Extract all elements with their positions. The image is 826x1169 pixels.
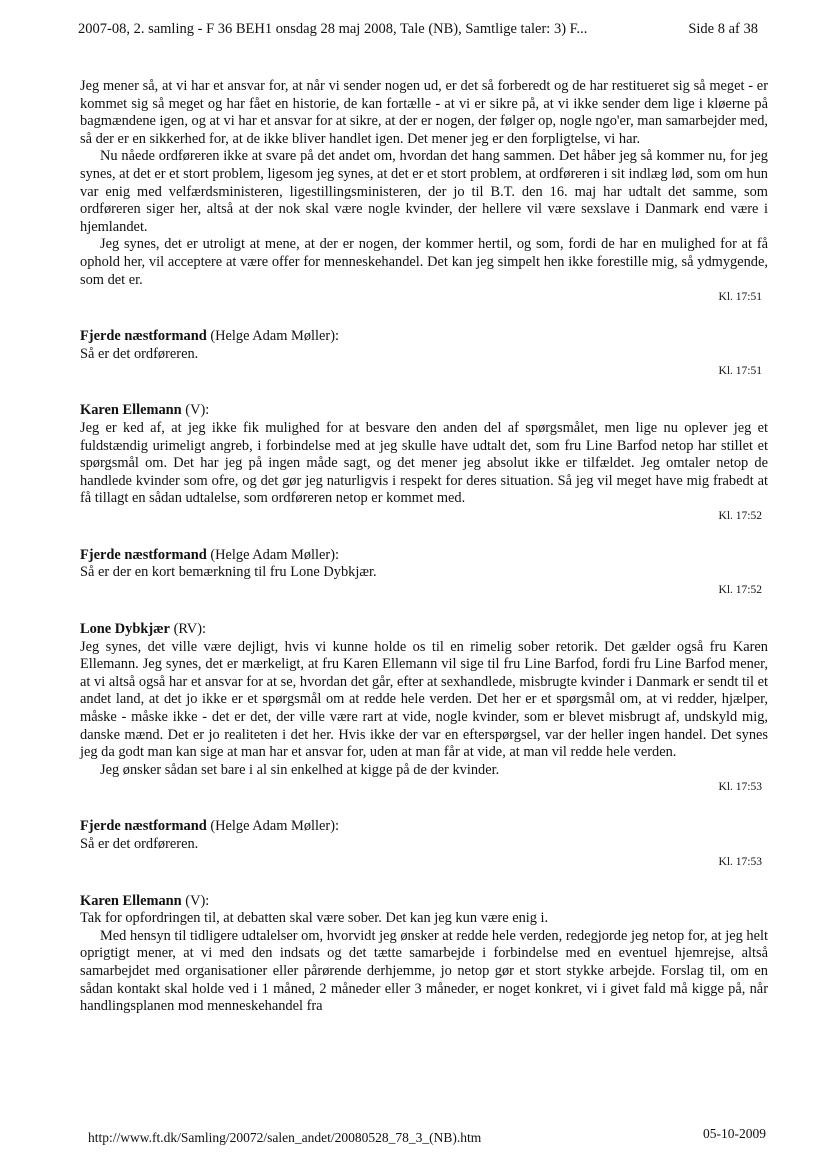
speaker-party: (V): [185,892,210,909]
speech-paragraph: Jeg synes, det ville være dejligt, hvis vi kunne holde os til en rimelig sober retorik. Det gælder også fru Karen Ellemann. Jeg synes, det er mærkeligt, at fru Karen Ellemann vil sige til fru Line Barfod, fordi fru Line Barfod mener, at vi altså også har et ansvar for at se, hvordan det går, efter at sexhandlede, misbrugte kvinder i Danmark er sendt til et andet land, at det jo ikke er et spørgsmål om at redde hele verden. Det her er et spørgsmål om, at vi redder, hjælper, måske - måske ikke - det er det, der ville være rart at vide, nogle kvinder, som er blevet misbrugt af, undskyld mig, danske mænd. Det er jo realiteten i det her. Hvis ikke der var en efterspørgsel, var der heller ingen handel. Det synes jeg da godt man kan sige at man har et ansvar for, uden at man får at vide, at man vil redde hele verden. [80,638,768,761]
page-number: Side 8 af 38 [688,21,758,37]
timestamp: Kl. 17:52 [718,584,762,597]
page-footer [88,1126,766,1146]
speech-block [80,893,768,1016]
speaker-name: Fjerde næstformand [80,328,207,345]
print-date: 05-10-2009 [703,1126,766,1141]
timestamp: Kl. 17:51 [718,365,762,378]
timestamp: Kl. 17:52 [718,509,762,522]
page-header [78,20,758,38]
speech-paragraph: Jeg mener så, at vi har et ansvar for, at når vi sender nogen ud, er det så forberedt og de har restitueret sig så meget - er kommet sig så meget og har fået en historie, de kan fortælle - at vi er sikre på, at vi ikke sender dem lige i kløerne på bagmændene igen, og at vi har et ansvar for at sikre, at der er nogen, der følger op, nogle ngo'er, man samarbejder med, så der er en sikkerhed for, at de ikke bliver handlet igen. Det mener jeg er den forpligtelse, vi har. [80,78,768,147]
speaker-line [80,818,768,836]
speech-paragraph: Så er det ordføreren. [80,345,199,362]
speech-continuation [80,78,768,304]
speaker-name: Karen Ellemann [80,402,182,419]
speech-block [80,621,768,794]
speech-block [80,818,768,868]
speech-paragraph: Nu nåede ordføreren ikke at svare på det andet om, hvordan det hang sammen. Det håber jeg så kommer nu, for jeg synes, at det er et stort problem, ligesom jeg synes, at det er et stort problem, at ordføreren i sit indlæg lød, som om hun var enig med velfærdsministeren, ligestillingsministeren, der jo til B.T. den 16. maj har udtalt det samme, som ordføreren siger her, altså at der nok skal være nogle kvinder, der hellere vil være sexslave i Danmark end være i hjemlandet. [80,148,768,235]
speech-block [80,328,768,378]
speech-paragraph: Jeg ønsker sådan set bare i al sin enkelhed at kigge på de der kvinder. [100,761,500,778]
speaker-name: Fjerde næstformand [80,818,207,835]
speech-paragraph: Med hensyn til tidligere udtalelser om, hvorvidt jeg ønsker at redde hele verden, redegjorde jeg netop for, at jeg helt oprigtigt mener, at vi med den indsats og det tætte samarbejde i forbindelse med en eventuel hjemrejse, altså samarbejdet med organisationer eller pårørende derhjemme, jo netop gør et stort stykke arbejde. Forslag til, om en sådan kontakt skal holde ved i 1 måned, 2 måneder eller 3 måneder, er noget konkret, vi i givet fald må kigge på, når handlingsplanen mod menneskehandel fra [80,927,768,1015]
speech-paragraph: Så er der en kort bemærkning til fru Lone Dybkjær. [80,564,377,581]
speaker-line [80,893,768,911]
timestamp: Kl. 17:53 [718,781,762,794]
speech-paragraph: Jeg synes, det er utroligt at mene, at der er nogen, der kommer hertil, og som, fordi de har en mulighed for at få ophold her, vil acceptere at være offer for menneskehandel. Det kan jeg simpelt hen ikke forestille mig, så ydmygende, som det er. [80,236,768,288]
speaker-line [80,328,768,346]
speaker-party: (Helge Adam Møller): [210,546,339,563]
speaker-line [80,547,768,565]
speaker-party: (Helge Adam Møller): [210,328,339,345]
transcript-body [80,78,768,1016]
timestamp: Kl. 17:51 [718,291,762,304]
speaker-name: Karen Ellemann [80,892,182,909]
speaker-line [80,402,768,420]
speaker-party: (V): [185,402,210,419]
speaker-name: Fjerde næstformand [80,546,207,563]
source-url[interactable]: http://www.ft.dk/Samling/20072/salen_andet/20080528_78_3_(NB).htm [88,1130,482,1145]
speaker-name: Lone Dybkjær [80,621,170,638]
speaker-party: (RV): [173,621,206,638]
timestamp: Kl. 17:53 [718,855,762,868]
speech-paragraph: Tak for opfordringen til, at debatten skal være sober. Det kan jeg kun være enig i. [80,910,549,927]
speech-paragraph: Jeg er ked af, at jeg ikke fik mulighed for at besvare den anden del af spørgsmålet, men lige nu oplever jeg et fuldstændig urimeligt angreb, i forbindelse med at jeg skulle have udtalt det, som fru Line Barfod netop har stillet et spørgsmål om. Det har jeg på ingen måde sagt, og det mener jeg absolut ikke er tilfældet. Jeg omtaler netop de handlede kvinder som ofre, og det gør jeg naturligvis i respekt for deres situation. Så jeg vil meget have mig frabedt at få tillagt en sådan udtalelse, som ordføreren netop er kommet med. [80,419,768,507]
speaker-party: (Helge Adam Møller): [210,818,339,835]
speaker-line [80,621,768,639]
speech-block [80,402,768,523]
document-title: 2007-08, 2. samling - F 36 BEH1 onsdag 28 maj 2008, Tale (NB), Samtlige taler: 3) F... [78,21,588,37]
speech-block [80,547,768,597]
speech-paragraph: Så er det ordføreren. [80,836,199,852]
